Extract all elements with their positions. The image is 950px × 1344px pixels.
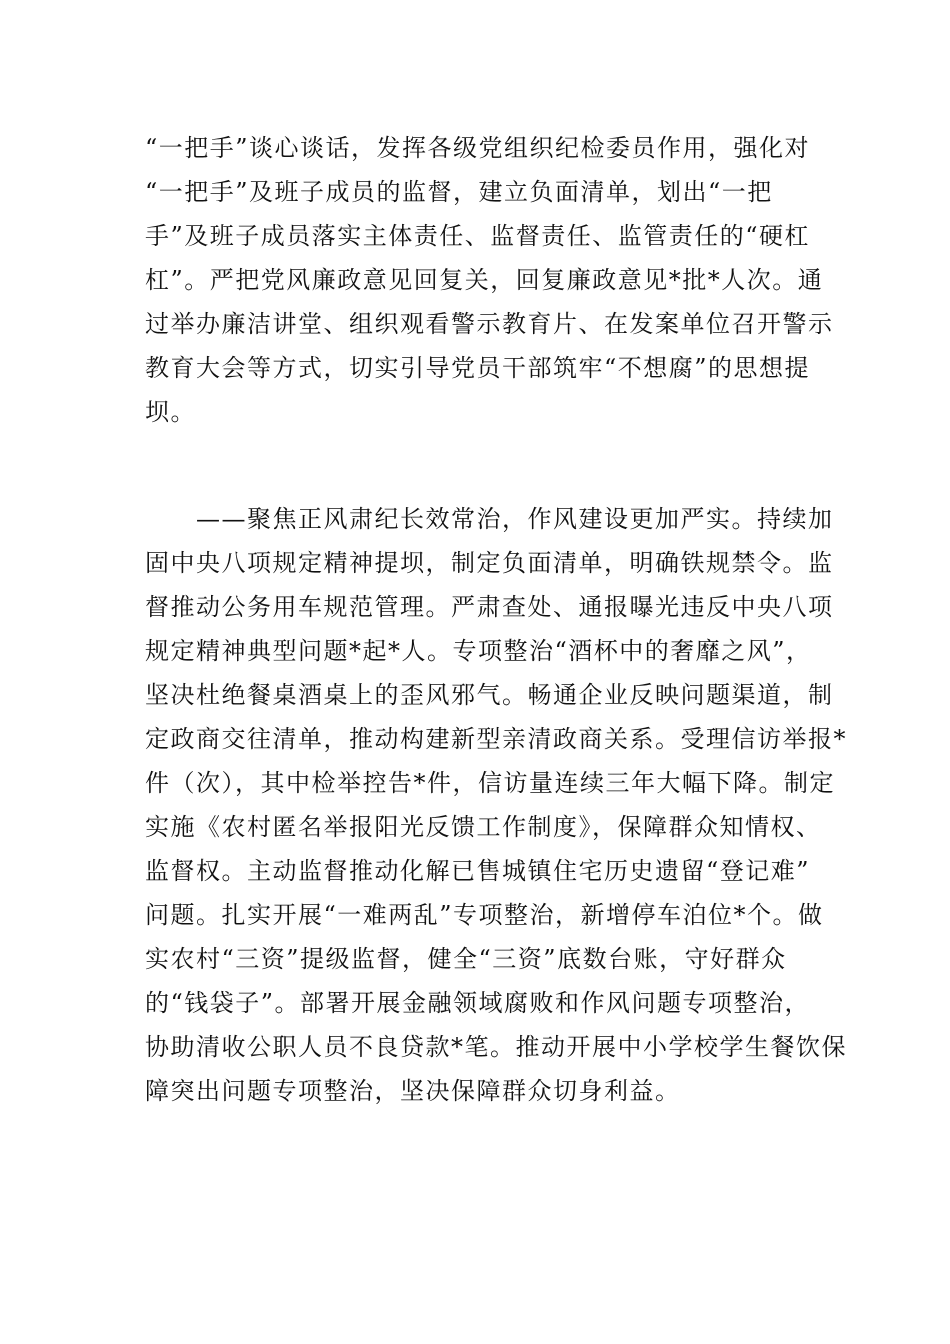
text-line: 规定精神典型问题*起*人。专项整治“酒杯中的奢靡之风”， [145, 637, 812, 665]
text-line: 协助清收公职人员不良贷款*笔。推动开展中小学校学生餐饮保 [145, 1033, 847, 1061]
paragraph-work-style [145, 497, 847, 1157]
text-line: “一把手”及班子成员的监督，建立负面清单，划出“一把 [145, 178, 773, 206]
text-line: 杠”。严把党风廉政意见回复关，回复廉政意见*批*人次。通 [145, 266, 824, 294]
text-line: 的“钱袋子”。部署开展金融领域腐败和作风问题专项整治， [145, 989, 811, 1017]
text-line: 监督权。主动监督推动化解已售城镇住宅历史遗留“登记难” [145, 857, 811, 885]
text-line: 教育大会等方式，切实引导党员干部筑牢“不想腐”的思想提 [145, 354, 811, 382]
text-line: 坝。 [145, 398, 196, 426]
text-line: 件（次），其中检举控告*件，信访量连续三年大幅下降。制定 [145, 769, 835, 797]
text-line: “一把手”谈心谈话，发挥各级党组织纪检委员作用，强化对 [145, 134, 811, 162]
text-line [145, 1113, 805, 1157]
text-line: 实施《农村匿名举报阳光反馈工作制度》，保障群众知情权、 [145, 813, 822, 841]
text-line: 问题。扎实开展“一难两乱”专项整治，新增停车泊位*个。做 [145, 901, 824, 929]
text-line: ——聚焦正风肃纪长效常治，作风建设更加严实。持续加 [145, 505, 834, 533]
text-line: 过举办廉洁讲堂、组织观看警示教育片、在发案单位召开警示 [145, 310, 834, 338]
paragraph-discipline-education [145, 126, 834, 434]
text-line: 督推动公务用车规范管理。严肃查处、通报曝光违反中央八项 [145, 593, 834, 621]
text-line: 实农村“三资”提级监督，健全“三资”底数台账，守好群众 [145, 945, 787, 973]
text-line: 定政商交往清单，推动构建新型亲清政商关系。受理信访举报* [145, 725, 847, 753]
text-line: 坚决杜绝餐桌酒桌上的歪风邪气。畅通企业反映问题渠道，制 [145, 681, 834, 709]
text-line: 手”及班子成员落实主体责任、监督责任、监管责任的“硬杠 [145, 222, 811, 250]
text-line: 障突出问题专项整治，坚决保障群众切身利益。 [145, 1077, 681, 1105]
text-line: 固中央八项规定精神提坝，制定负面清单，明确铁规禁令。监 [145, 549, 834, 577]
